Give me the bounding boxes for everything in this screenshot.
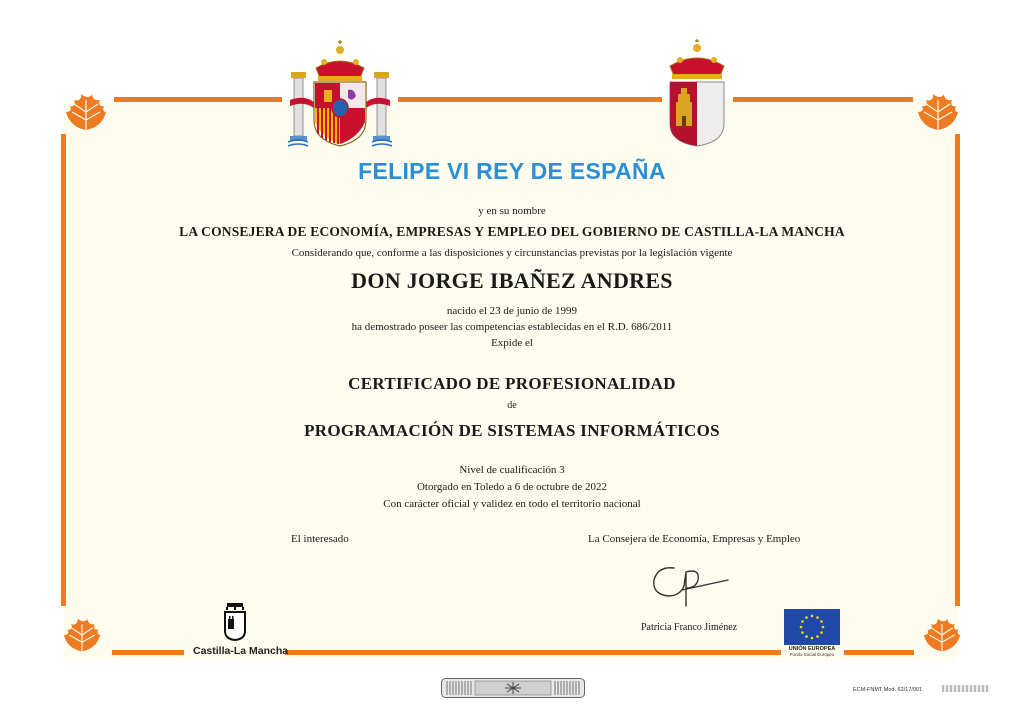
eu-label: UNIÓN EUROPEA xyxy=(788,646,836,652)
issuing-authority: LA CONSEJERA DE ECONOMÍA, EMPRESAS Y EMPLEO DEL GOBIERNO DE CASTILLA-LA MANCHA xyxy=(179,224,845,239)
granted-line: Otorgado en Toledo a 6 de octubre de 2022 xyxy=(416,481,608,493)
recipient-name: DON JORGE IBAÑEZ ANDRES xyxy=(351,268,673,293)
border-top-middle xyxy=(398,97,662,102)
eu-fund-label: Fondo Social Europeo xyxy=(789,652,835,657)
signature-icon xyxy=(644,560,734,608)
security-strip-icon xyxy=(441,678,585,698)
issues-line: Expide el xyxy=(491,337,533,349)
castilla-la-mancha-shield-icon xyxy=(664,38,730,148)
jccm-logo-text: Castilla-La Mancha xyxy=(193,645,289,657)
spain-coat-of-arms-icon xyxy=(286,38,394,148)
competence-line: ha demostrado poseer las competencias establecidas en el R.D. 686/2011 xyxy=(351,321,673,333)
border-top-left xyxy=(114,97,282,102)
oak-leaf-icon xyxy=(916,92,960,132)
oak-leaf-icon xyxy=(62,616,102,654)
official-name: Patricia Franco Jiménez xyxy=(641,622,738,633)
qualification-level: Nivel de cualificación 3 xyxy=(459,464,565,476)
border-bottom-right xyxy=(844,650,914,655)
official-signature-label: La Consejera de Economía, Empresas y Empleo xyxy=(588,533,801,545)
border-bottom-left xyxy=(112,650,184,655)
holder-signature-label: El interesado xyxy=(291,533,349,545)
king-title: FELIPE VI REY DE ESPAÑA xyxy=(358,158,666,184)
program-title: PROGRAMACIÓN DE SISTEMAS INFORMÁTICOS xyxy=(304,421,720,440)
jccm-logo-icon xyxy=(222,603,248,641)
eu-flag-icon xyxy=(784,609,840,645)
certificate-connector: de xyxy=(507,400,517,411)
serial-stripe xyxy=(942,685,990,692)
border-bottom-middle xyxy=(285,650,781,655)
validity-line: Con carácter oficial y validez en todo el territorio nacional xyxy=(383,498,641,510)
birth-date-line: nacido el 23 de junio de 1999 xyxy=(446,305,578,317)
border-top-right xyxy=(733,97,913,102)
oak-leaf-icon xyxy=(922,616,962,654)
oak-leaf-icon xyxy=(64,92,108,132)
in-name-line: y en su nombre xyxy=(478,205,546,217)
fnmt-code: ECM-FNMT Mod. 62/17/001 xyxy=(853,687,922,693)
certificate-title: CERTIFICADO DE PROFESIONALIDAD xyxy=(348,374,676,393)
considering-line: Considerando que, conforme a las disposiciones y circunstancias previstas por la legislación vigente xyxy=(291,247,733,259)
